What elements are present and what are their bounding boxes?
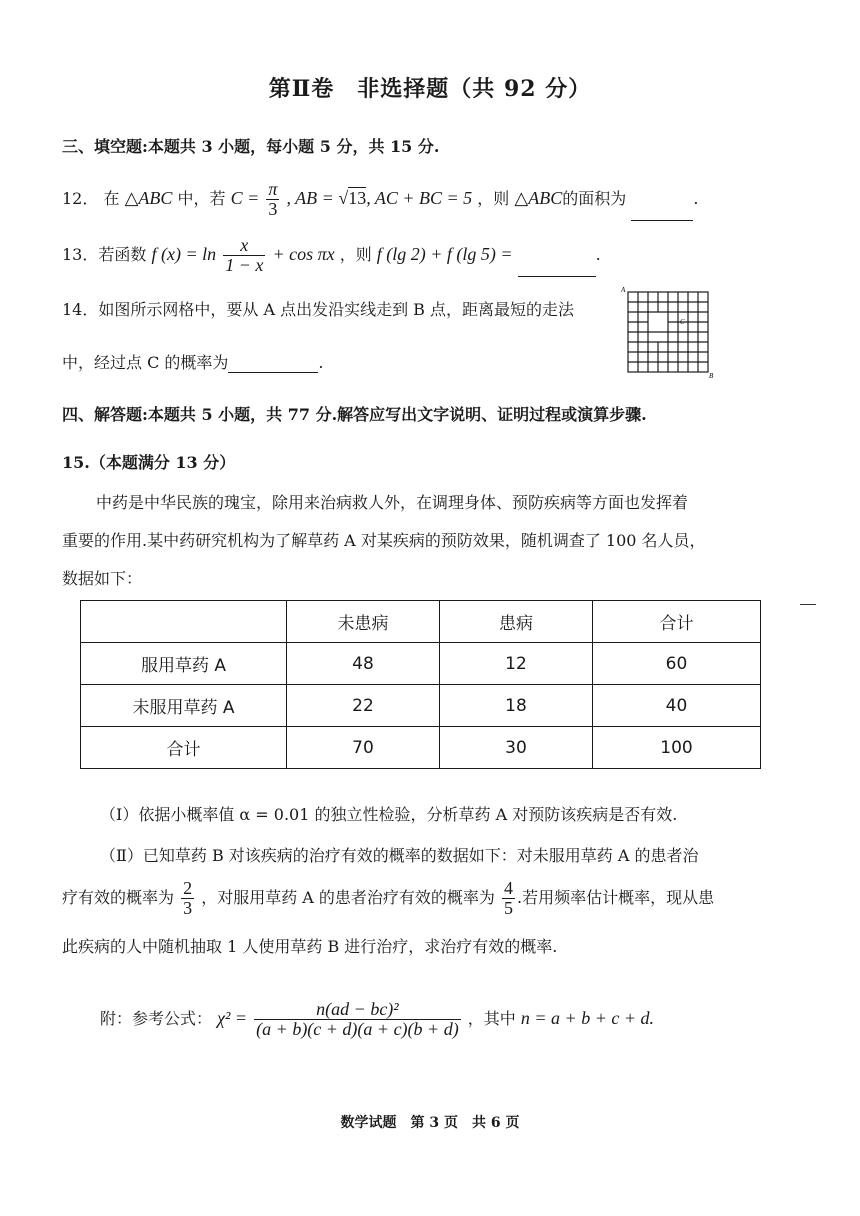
q12-pi-fraction (266, 180, 279, 219)
q13-one-minus-x: 1 − x (225, 255, 264, 275)
q15-part-2-line-2 (62, 876, 714, 920)
q13-fraction (223, 236, 265, 275)
table-header-row (81, 601, 761, 643)
question-14-line-2 (62, 350, 324, 373)
q15-paragraph-2: 重要的作用.某中药研究机构为了解草药 A 对某疾病的预防效果，随机调查了 100 名人员， (62, 531, 706, 550)
q13-cos: + cos πx (272, 244, 335, 264)
sqrt-icon: √ (338, 188, 349, 208)
page-title: 第Ⅱ卷 非选择题（共 92 分） (268, 76, 592, 102)
fraction-denominator: 3 (183, 898, 193, 918)
q15-header: 15.（本题满分 13 分） (62, 453, 236, 472)
q13-answer-blank (518, 258, 596, 277)
q12-number: 12． (62, 189, 99, 208)
q12-answer-blank (631, 202, 693, 221)
q12-three: 3 (268, 199, 278, 219)
table-cell: 服用草药 A (81, 643, 287, 685)
table-cell: 22 (287, 685, 440, 727)
section-fill-in-heading: 三、填空题:本题共 3 小题，每小题 5 分，共 15 分. (62, 137, 440, 156)
table-header-cell: 患病 (440, 601, 593, 643)
q12-pi: π (268, 179, 278, 200)
table-header-cell: 合计 (593, 601, 761, 643)
table-cell: 48 (287, 643, 440, 685)
q13-x: x (223, 236, 265, 256)
table-cell: 12 (440, 643, 593, 685)
q14-end: . (318, 353, 324, 372)
formula-n: n = a + b + c + d. (520, 1008, 654, 1028)
formula-numerator: n(ad − bc)² (254, 1000, 461, 1020)
formula-prefix: 附：参考公式： (100, 1009, 213, 1028)
q13-end: . (595, 245, 601, 264)
q12-text-3: ，则 (477, 189, 510, 208)
formula-fraction (254, 1000, 461, 1039)
margin-dash (800, 604, 816, 605)
table-cell: 70 (287, 727, 440, 769)
table-cell: 100 (593, 727, 761, 769)
grid-label-b: B (709, 372, 714, 380)
part2-text-a: 疗有效的概率为 (62, 888, 175, 907)
q14-line-1: 14．如图所示网格中，要从 A 点出发沿实线走到 B 点，距离最短的走法 (62, 300, 575, 319)
table-row (81, 727, 761, 769)
table-cell: 40 (593, 685, 761, 727)
table-header-cell: 未患病 (287, 601, 440, 643)
table-header-cell (81, 601, 287, 643)
table-cell: 18 (440, 685, 593, 727)
table-cell: 30 (440, 727, 593, 769)
q13-number: 13．若函数 (62, 245, 147, 264)
q13-expr: f (lg 2) + f (lg 5) = (376, 244, 513, 264)
grid-label-a: A (621, 286, 626, 294)
fraction-four-fifths (502, 879, 515, 918)
question-13 (62, 232, 601, 277)
table-row (81, 685, 761, 727)
fraction-numerator: 4 (504, 878, 514, 899)
q12-triangle-2: △ABC (514, 188, 563, 208)
q12-end: . (693, 189, 699, 208)
formula-suffix: ，其中 (467, 1009, 516, 1028)
section-solve-heading: 四、解答题:本题共 5 小题，共 77 分.解答应写出文字说明、证明过程或演算步骤. (62, 405, 647, 424)
q12-c-eq: C = (230, 188, 260, 208)
q15-part-1: （Ⅰ）依据小概率值 α = 0.01 的独立性检验，分析草药 A 对预防该疾病是否有效. (100, 805, 678, 824)
part2-text-b: ，对服用草药 A 的患者治疗有效的概率为 (201, 888, 495, 907)
q13-text-2: ，则 (339, 245, 372, 264)
formula-chi: χ² = (217, 1008, 248, 1028)
table-cell: 合计 (81, 727, 287, 769)
q14-line-2: 中，经过点 C 的概率为 (62, 353, 229, 372)
q12-ab: , AB = (286, 188, 339, 208)
formula-denominator: (a + b)(c + d)(a + c)(b + d) (256, 1019, 459, 1039)
fraction-denominator: 5 (504, 898, 514, 918)
grid-label-c: C (680, 318, 685, 326)
q15-paragraph-3: 数据如下： (62, 569, 143, 588)
fraction-numerator: 2 (183, 878, 193, 899)
q12-sum: , AC + BC = 5 (366, 188, 473, 208)
q12-text-2: 中，若 (177, 189, 226, 208)
q12-text-4: 的面积为 (562, 189, 627, 208)
page-footer: 数学试题 第 3 页 共 6 页 (340, 1115, 520, 1131)
question-12 (62, 176, 698, 221)
q14-answer-blank (228, 354, 318, 373)
q12-sqrt13: 13 (348, 188, 367, 208)
fraction-two-thirds (181, 879, 194, 918)
table-cell: 未服用草药 A (81, 685, 287, 727)
q15-part-2-line-1: （Ⅱ）已知草药 B 对该疾病的治疗有效的概率的数据如下：对未服用草药 A 的患者治 (100, 846, 699, 865)
table-cell: 60 (593, 643, 761, 685)
contingency-table (80, 600, 761, 769)
reference-formula (100, 994, 654, 1043)
q15-paragraph-1: 中药是中华民族的瑰宝，除用来治病救人外，在调理身体、预防疾病等方面也发挥着 (96, 493, 689, 512)
table-row (81, 643, 761, 685)
q12-triangle: △ABC (124, 188, 173, 208)
q13-fx: f (x) = ln (151, 244, 217, 264)
q15-part-2-line-3: 此疾病的人中随机抽取 1 人使用草药 B 进行治疗，求治疗有效的概率. (62, 937, 558, 956)
part2-text-c: .若用频率估计概率，现从患 (517, 888, 715, 907)
q14-grid-figure (620, 286, 712, 378)
q12-text-1: 在 (103, 189, 120, 208)
